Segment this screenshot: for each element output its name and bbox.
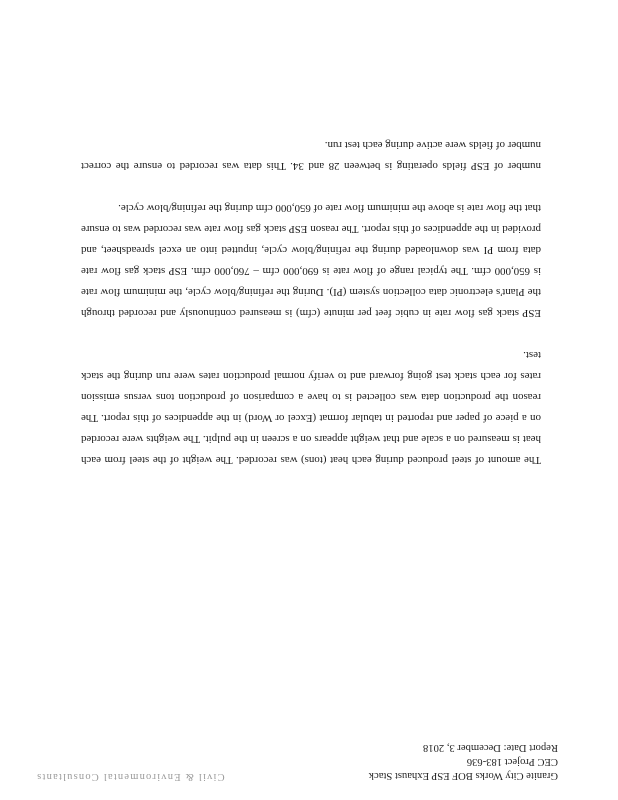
report-header: [238, 722, 558, 792]
company-brand: Civil & Environmental Consultants: [36, 771, 225, 782]
header-report-date: Report Date: December 3, 2018: [422, 742, 558, 753]
header-project-number: CEC Project 183-636: [466, 756, 558, 767]
document-body: [81, 113, 541, 470]
paragraph-esp-fields: number of ESP fields operating is between 28 and 34. This data was recorded to ensure the correct number of fields were active during each test run.: [81, 139, 541, 172]
paragraph-production-data: The amount of steel produced during each heat (tons) was recorded. The weight of the steel from each heat is measured on a scale and that weight appears on a screen in the pulpit. The weights were recorded on a piece of paper and reported in tabular format (Excel or Word) in the appendices of this report. The reason the production data was collected is to have a comparison of production tons versus emission rates for each stack test going forward and to verify normal production rates were run during the stack test.: [81, 349, 541, 466]
paragraph-flow-rate: ESP stack gas flow rate in cubic feet per minute (cfm) is measured continuously and recorded through the Plant's electronic data collection system (PI). During the refining/blow cycle, the minimum flow rate is 650,000 cfm. The typical range of flow rate is 690,000 cfm – 760,000 cfm. ESP stack gas flow rate data from PI was downloaded during the refining/blow cycle, inputted into an excel spreadsheet, and provided in the appendices of this report. The reason ESP stack gas flow rate was recorded was to ensure that the flow rate is above the minimum flow rate of 650,000 cfm during the refining/blow cycle.: [81, 202, 541, 319]
header-project-title: Granite City Works BOF ESP Exhaust Stack: [368, 770, 558, 781]
